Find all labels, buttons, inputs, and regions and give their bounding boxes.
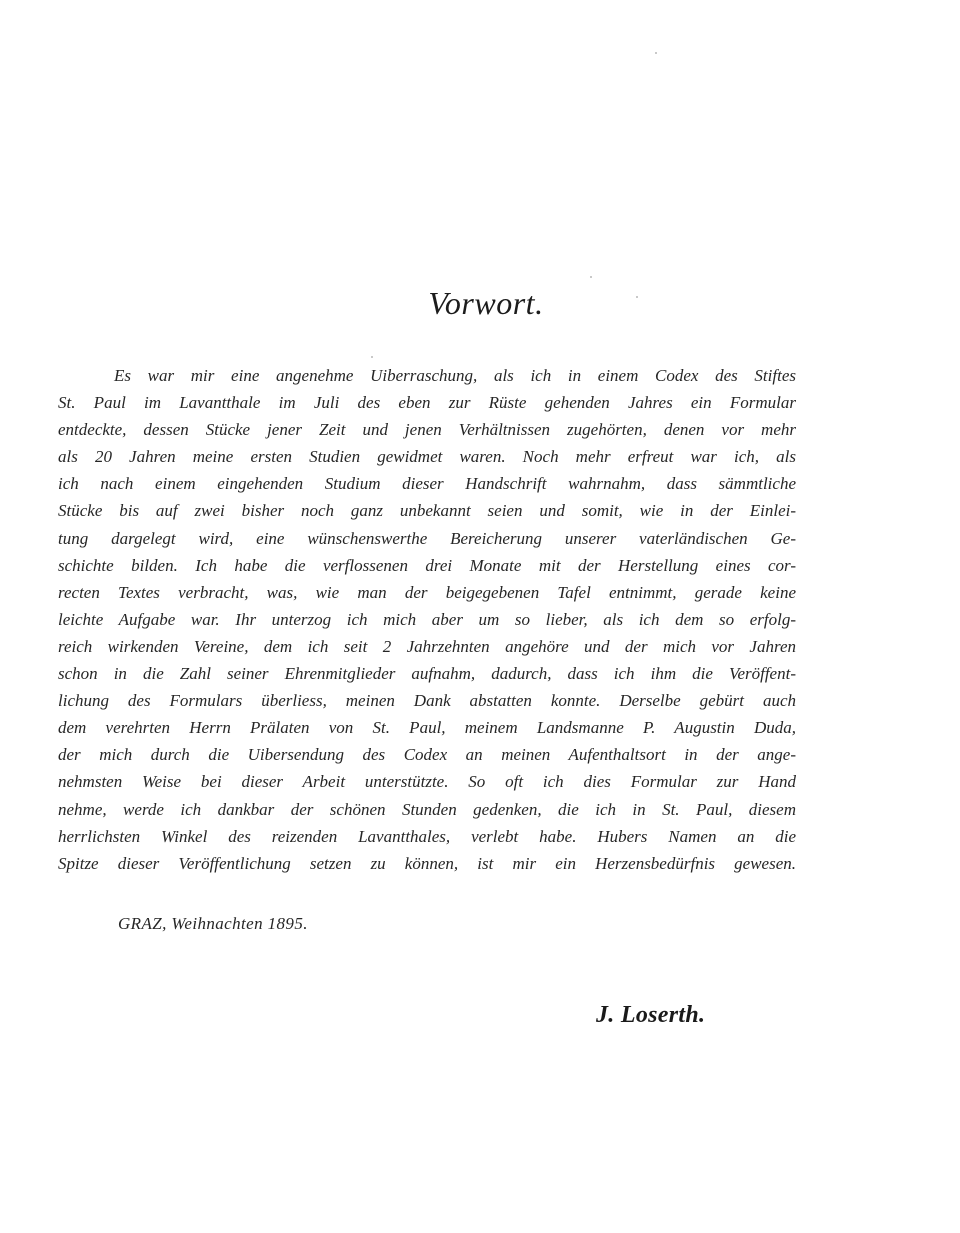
paper-speck (636, 296, 638, 298)
paragraph-line: ich nach einem eingehenden Studium dieser Handschrift wahrnahm, dass sämmtliche (58, 474, 796, 494)
paragraph-line: Es war mir eine angenehme Uiberraschung, als ich in einem Codex des Stiftes (114, 366, 796, 385)
paragraph-line: herrlichsten Winkel des reizenden Lavantthales, verlebt habe. Hubers Namen an die (58, 826, 796, 846)
paragraph-line: St. Paul im Lavantthale im Juli des eben zur Rüste gehenden Jahres ein Formular (58, 393, 796, 413)
paragraph-line: Spitze dieser Veröffentlichung setzen zu können, ist mir ein Herzensbedürfnis gewesen. (58, 853, 796, 873)
paper-speck (590, 276, 592, 278)
paragraph-line: schichte bilden. Ich habe die verflossenen drei Monate mit der Herstellung eines cor- (58, 555, 796, 575)
paper-speck (655, 52, 657, 54)
paragraph-line: tung dargelegt wird, eine wünschenswerthe Bereicherung unserer vaterländischen Ge- (58, 528, 796, 548)
paper-speck (371, 356, 373, 358)
paragraph-line: lichung des Formulars überliess, meinen Dank abstatten konnte. Derselbe gebürt auch (58, 691, 796, 711)
paragraph-line: entdeckte, dessen Stücke jener Zeit und jenen Verhältnissen zugehörten, denen vor mehr (58, 420, 796, 440)
dateline: GRAZ, Weihnachten 1895. (118, 914, 308, 933)
paragraph-line: nehme, werde ich dankbar der schönen Stunden gedenken, die ich in St. Paul, diesem (58, 799, 796, 819)
author-signature: J. Loserth. (596, 1002, 706, 1028)
paragraph-line: als 20 Jahren meine ersten Studien gewidmet waren. Noch mehr erfreut war ich, als (58, 447, 796, 467)
paragraph-line: nehmsten Weise bei dieser Arbeit unterstützte. So oft ich dies Formular zur Hand (58, 772, 796, 792)
paragraph-line: recten Textes verbracht, was, wie man der beigegebenen Tafel entnimmt, gerade keine (58, 582, 796, 602)
paragraph-line: der mich durch die Uibersendung des Codex an meinen Aufenthaltsort in der ange- (58, 745, 796, 765)
preface-paragraph (58, 362, 796, 877)
paragraph-line: dem verehrten Herrn Prälaten von St. Paul, meinem Landsmanne P. Augustin Duda, (58, 718, 796, 738)
paragraph-line: leichte Aufgabe war. Ihr unterzog ich mich aber um so lieber, als ich dem so erfolg- (58, 609, 796, 629)
paragraph-line: Stücke bis auf zwei bisher noch ganz unbekannt seien und somit, wie in der Einlei- (58, 501, 796, 521)
page-title: Vorwort. (428, 285, 544, 321)
paragraph-line: reich wirkenden Vereine, dem ich seit 2 Jahrzehnten angehöre und der mich vor Jahren (58, 636, 796, 656)
paragraph-line: schon in die Zahl seiner Ehrenmitglieder aufnahm, dadurch, dass ich ihm die Veröffent- (58, 664, 796, 684)
